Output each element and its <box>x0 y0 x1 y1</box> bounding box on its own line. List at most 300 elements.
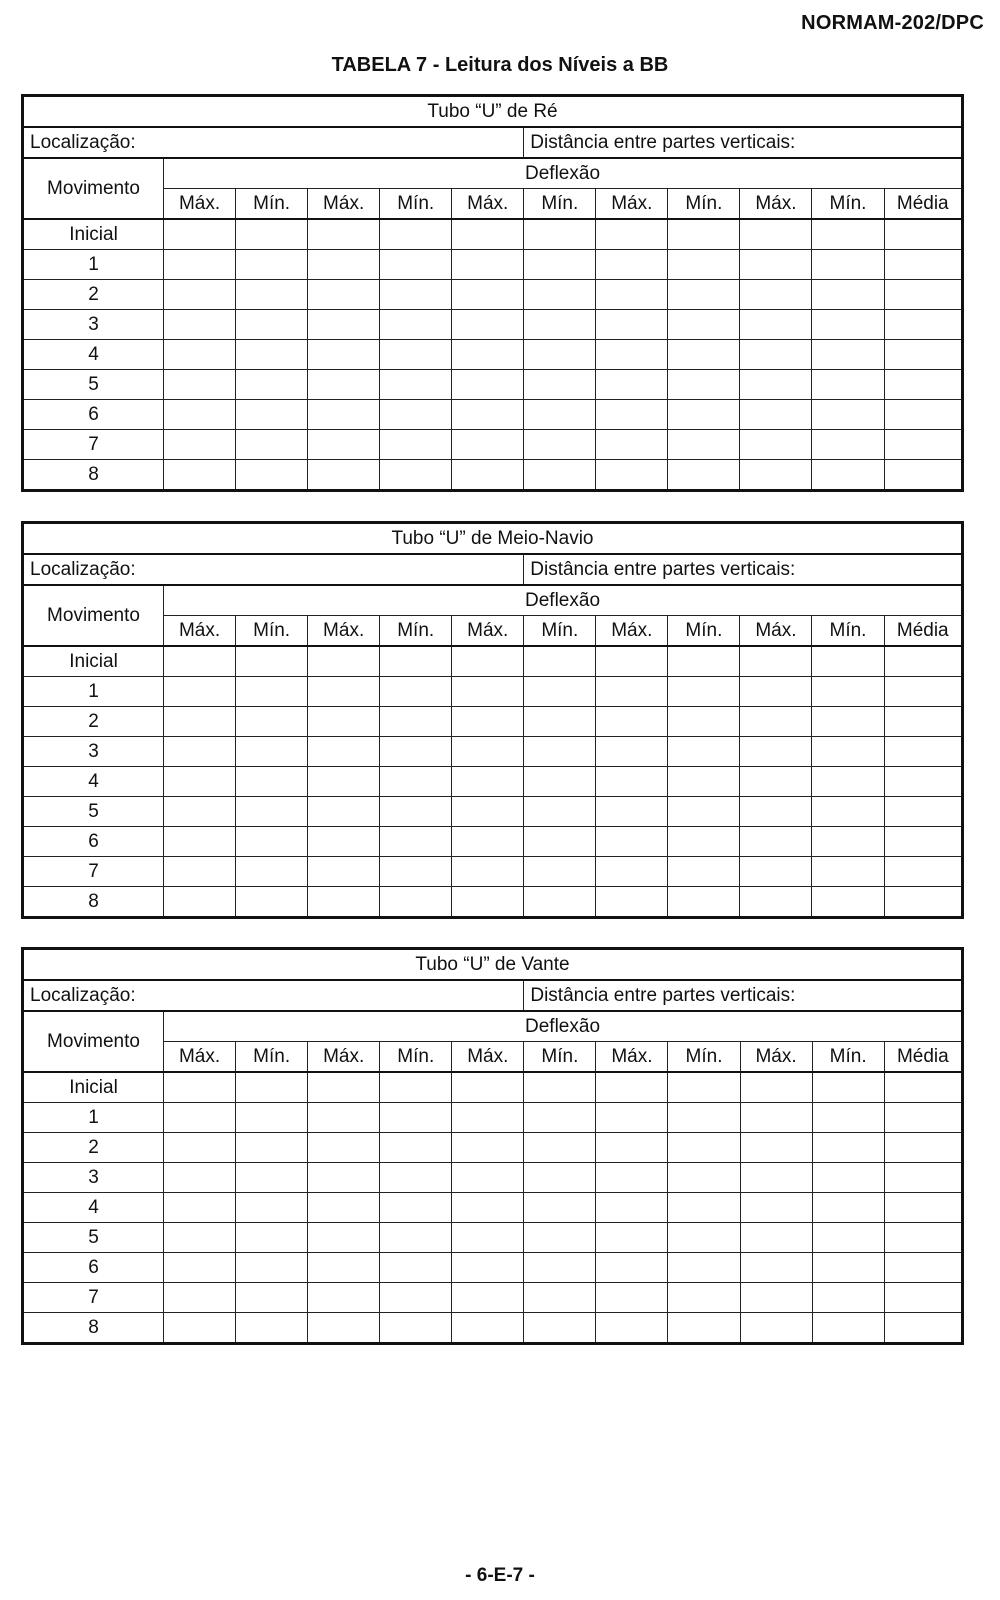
entry-cell[interactable] <box>308 1253 380 1283</box>
entry-cell[interactable] <box>740 646 812 677</box>
entry-cell[interactable] <box>884 460 963 491</box>
entry-cell[interactable] <box>812 1253 884 1283</box>
entry-cell[interactable] <box>236 677 308 707</box>
entry-cell[interactable] <box>380 400 452 430</box>
entry-cell[interactable] <box>452 400 524 430</box>
entry-cell[interactable] <box>164 430 236 460</box>
entry-cell[interactable] <box>308 887 380 918</box>
entry-cell[interactable] <box>452 707 524 737</box>
entry-cell[interactable] <box>668 1133 740 1163</box>
entry-cell[interactable] <box>740 370 812 400</box>
entry-cell[interactable] <box>812 1072 884 1103</box>
entry-cell[interactable] <box>164 1103 236 1133</box>
entry-cell[interactable] <box>668 219 740 250</box>
entry-cell[interactable] <box>812 460 884 491</box>
entry-cell[interactable] <box>164 1072 236 1103</box>
entry-cell[interactable] <box>884 1253 962 1283</box>
entry-cell[interactable] <box>236 887 308 918</box>
entry-cell[interactable] <box>668 737 740 767</box>
entry-cell[interactable] <box>884 400 963 430</box>
entry-cell[interactable] <box>668 646 740 677</box>
entry-cell[interactable] <box>380 887 452 918</box>
entry-cell[interactable] <box>164 250 236 280</box>
entry-cell[interactable] <box>668 1103 740 1133</box>
entry-cell[interactable] <box>308 1223 380 1253</box>
entry-cell[interactable] <box>308 707 380 737</box>
entry-cell[interactable] <box>164 280 236 310</box>
entry-cell[interactable] <box>596 310 668 340</box>
entry-cell[interactable] <box>812 707 884 737</box>
entry-cell[interactable] <box>884 250 963 280</box>
entry-cell[interactable] <box>380 340 452 370</box>
entry-cell[interactable] <box>884 1193 962 1223</box>
entry-cell[interactable] <box>452 370 524 400</box>
entry-cell[interactable] <box>452 280 524 310</box>
entry-cell[interactable] <box>380 1253 452 1283</box>
entry-cell[interactable] <box>596 430 668 460</box>
entry-cell[interactable] <box>524 1253 596 1283</box>
entry-cell[interactable] <box>596 460 668 491</box>
entry-cell[interactable] <box>524 310 596 340</box>
entry-cell[interactable] <box>812 400 884 430</box>
entry-cell[interactable] <box>308 827 380 857</box>
entry-cell[interactable] <box>812 310 884 340</box>
entry-cell[interactable] <box>236 340 308 370</box>
entry-cell[interactable] <box>596 887 668 918</box>
entry-cell[interactable] <box>164 1193 236 1223</box>
entry-cell[interactable] <box>884 280 963 310</box>
entry-cell[interactable] <box>524 370 596 400</box>
entry-cell[interactable] <box>236 707 308 737</box>
entry-cell[interactable] <box>524 887 596 918</box>
entry-cell[interactable] <box>164 646 236 677</box>
entry-cell[interactable] <box>668 767 740 797</box>
entry-cell[interactable] <box>380 1103 452 1133</box>
entry-cell[interactable] <box>668 370 740 400</box>
entry-cell[interactable] <box>380 430 452 460</box>
entry-cell[interactable] <box>596 280 668 310</box>
location-field[interactable]: Localização: <box>23 980 524 1011</box>
entry-cell[interactable] <box>164 857 236 887</box>
entry-cell[interactable] <box>884 1103 962 1133</box>
entry-cell[interactable] <box>236 370 308 400</box>
entry-cell[interactable] <box>236 827 308 857</box>
entry-cell[interactable] <box>308 767 380 797</box>
entry-cell[interactable] <box>380 219 452 250</box>
entry-cell[interactable] <box>812 1103 884 1133</box>
entry-cell[interactable] <box>452 887 524 918</box>
entry-cell[interactable] <box>380 1283 452 1313</box>
entry-cell[interactable] <box>452 1193 524 1223</box>
entry-cell[interactable] <box>308 400 380 430</box>
entry-cell[interactable] <box>668 430 740 460</box>
entry-cell[interactable] <box>596 1072 668 1103</box>
entry-cell[interactable] <box>668 1072 740 1103</box>
entry-cell[interactable] <box>164 1313 236 1344</box>
entry-cell[interactable] <box>164 460 236 491</box>
entry-cell[interactable] <box>236 1223 308 1253</box>
entry-cell[interactable] <box>740 737 812 767</box>
entry-cell[interactable] <box>668 250 740 280</box>
entry-cell[interactable] <box>884 1072 962 1103</box>
entry-cell[interactable] <box>380 1193 452 1223</box>
entry-cell[interactable] <box>668 827 740 857</box>
entry-cell[interactable] <box>596 646 668 677</box>
entry-cell[interactable] <box>452 219 524 250</box>
entry-cell[interactable] <box>524 1283 596 1313</box>
entry-cell[interactable] <box>236 1072 308 1103</box>
entry-cell[interactable] <box>668 340 740 370</box>
entry-cell[interactable] <box>884 1313 962 1344</box>
entry-cell[interactable] <box>740 1253 812 1283</box>
entry-cell[interactable] <box>812 370 884 400</box>
entry-cell[interactable] <box>380 1163 452 1193</box>
entry-cell[interactable] <box>524 1163 596 1193</box>
entry-cell[interactable] <box>812 250 884 280</box>
entry-cell[interactable] <box>308 280 380 310</box>
entry-cell[interactable] <box>308 430 380 460</box>
entry-cell[interactable] <box>884 1283 962 1313</box>
entry-cell[interactable] <box>308 219 380 250</box>
entry-cell[interactable] <box>236 430 308 460</box>
entry-cell[interactable] <box>740 887 812 918</box>
entry-cell[interactable] <box>812 1193 884 1223</box>
entry-cell[interactable] <box>236 310 308 340</box>
entry-cell[interactable] <box>524 677 596 707</box>
entry-cell[interactable] <box>164 767 236 797</box>
entry-cell[interactable] <box>596 1163 668 1193</box>
entry-cell[interactable] <box>308 1072 380 1103</box>
entry-cell[interactable] <box>740 400 812 430</box>
entry-cell[interactable] <box>308 1193 380 1223</box>
entry-cell[interactable] <box>884 1163 962 1193</box>
entry-cell[interactable] <box>524 1133 596 1163</box>
entry-cell[interactable] <box>236 280 308 310</box>
entry-cell[interactable] <box>308 250 380 280</box>
entry-cell[interactable] <box>524 1223 596 1253</box>
distance-field[interactable]: Distância entre partes verticais: <box>524 554 963 585</box>
entry-cell[interactable] <box>380 250 452 280</box>
entry-cell[interactable] <box>380 797 452 827</box>
entry-cell[interactable] <box>812 646 884 677</box>
entry-cell[interactable] <box>740 219 812 250</box>
entry-cell[interactable] <box>884 310 963 340</box>
entry-cell[interactable] <box>524 646 596 677</box>
entry-cell[interactable] <box>524 340 596 370</box>
entry-cell[interactable] <box>380 737 452 767</box>
entry-cell[interactable] <box>524 280 596 310</box>
entry-cell[interactable] <box>668 1163 740 1193</box>
entry-cell[interactable] <box>164 887 236 918</box>
entry-cell[interactable] <box>596 857 668 887</box>
entry-cell[interactable] <box>164 1223 236 1253</box>
entry-cell[interactable] <box>380 1133 452 1163</box>
entry-cell[interactable] <box>452 1253 524 1283</box>
distance-field[interactable]: Distância entre partes verticais: <box>524 980 963 1011</box>
entry-cell[interactable] <box>524 250 596 280</box>
entry-cell[interactable] <box>236 1103 308 1133</box>
entry-cell[interactable] <box>884 646 963 677</box>
entry-cell[interactable] <box>164 340 236 370</box>
entry-cell[interactable] <box>524 797 596 827</box>
entry-cell[interactable] <box>308 1283 380 1313</box>
entry-cell[interactable] <box>308 1313 380 1344</box>
entry-cell[interactable] <box>236 646 308 677</box>
entry-cell[interactable] <box>164 1133 236 1163</box>
entry-cell[interactable] <box>740 250 812 280</box>
entry-cell[interactable] <box>380 677 452 707</box>
entry-cell[interactable] <box>884 1133 962 1163</box>
entry-cell[interactable] <box>524 1193 596 1223</box>
entry-cell[interactable] <box>236 250 308 280</box>
entry-cell[interactable] <box>740 677 812 707</box>
entry-cell[interactable] <box>668 1223 740 1253</box>
entry-cell[interactable] <box>884 827 963 857</box>
entry-cell[interactable] <box>164 1283 236 1313</box>
entry-cell[interactable] <box>380 767 452 797</box>
entry-cell[interactable] <box>236 1283 308 1313</box>
entry-cell[interactable] <box>884 737 963 767</box>
entry-cell[interactable] <box>236 400 308 430</box>
entry-cell[interactable] <box>812 857 884 887</box>
entry-cell[interactable] <box>164 707 236 737</box>
location-field[interactable]: Localização: <box>23 554 524 585</box>
entry-cell[interactable] <box>884 857 963 887</box>
entry-cell[interactable] <box>452 460 524 491</box>
entry-cell[interactable] <box>164 219 236 250</box>
entry-cell[interactable] <box>308 737 380 767</box>
entry-cell[interactable] <box>452 1283 524 1313</box>
entry-cell[interactable] <box>740 340 812 370</box>
entry-cell[interactable] <box>668 1193 740 1223</box>
entry-cell[interactable] <box>236 797 308 827</box>
entry-cell[interactable] <box>812 340 884 370</box>
entry-cell[interactable] <box>812 737 884 767</box>
entry-cell[interactable] <box>596 737 668 767</box>
entry-cell[interactable] <box>164 1253 236 1283</box>
entry-cell[interactable] <box>236 1253 308 1283</box>
entry-cell[interactable] <box>380 1313 452 1344</box>
entry-cell[interactable] <box>740 430 812 460</box>
location-field[interactable]: Localização: <box>23 127 524 158</box>
entry-cell[interactable] <box>884 707 963 737</box>
entry-cell[interactable] <box>452 737 524 767</box>
entry-cell[interactable] <box>812 219 884 250</box>
entry-cell[interactable] <box>884 767 963 797</box>
entry-cell[interactable] <box>236 1133 308 1163</box>
entry-cell[interactable] <box>380 827 452 857</box>
entry-cell[interactable] <box>452 250 524 280</box>
entry-cell[interactable] <box>452 340 524 370</box>
entry-cell[interactable] <box>308 310 380 340</box>
entry-cell[interactable] <box>668 460 740 491</box>
entry-cell[interactable] <box>596 340 668 370</box>
entry-cell[interactable] <box>308 1163 380 1193</box>
entry-cell[interactable] <box>236 857 308 887</box>
entry-cell[interactable] <box>668 310 740 340</box>
entry-cell[interactable] <box>452 646 524 677</box>
entry-cell[interactable] <box>668 887 740 918</box>
entry-cell[interactable] <box>308 677 380 707</box>
entry-cell[interactable] <box>884 219 963 250</box>
entry-cell[interactable] <box>740 310 812 340</box>
entry-cell[interactable] <box>812 887 884 918</box>
entry-cell[interactable] <box>668 707 740 737</box>
entry-cell[interactable] <box>740 280 812 310</box>
entry-cell[interactable] <box>524 1313 596 1344</box>
distance-field[interactable]: Distância entre partes verticais: <box>524 127 963 158</box>
entry-cell[interactable] <box>596 1223 668 1253</box>
entry-cell[interactable] <box>308 1103 380 1133</box>
entry-cell[interactable] <box>740 460 812 491</box>
entry-cell[interactable] <box>884 370 963 400</box>
entry-cell[interactable] <box>596 250 668 280</box>
entry-cell[interactable] <box>740 767 812 797</box>
entry-cell[interactable] <box>812 797 884 827</box>
entry-cell[interactable] <box>668 400 740 430</box>
entry-cell[interactable] <box>596 1313 668 1344</box>
entry-cell[interactable] <box>740 1163 812 1193</box>
entry-cell[interactable] <box>740 1313 812 1344</box>
entry-cell[interactable] <box>884 677 963 707</box>
entry-cell[interactable] <box>308 797 380 827</box>
entry-cell[interactable] <box>380 1072 452 1103</box>
entry-cell[interactable] <box>740 1223 812 1253</box>
entry-cell[interactable] <box>524 827 596 857</box>
entry-cell[interactable] <box>596 219 668 250</box>
entry-cell[interactable] <box>812 1133 884 1163</box>
entry-cell[interactable] <box>452 430 524 460</box>
entry-cell[interactable] <box>452 1103 524 1133</box>
entry-cell[interactable] <box>812 767 884 797</box>
entry-cell[interactable] <box>524 767 596 797</box>
entry-cell[interactable] <box>452 797 524 827</box>
entry-cell[interactable] <box>668 797 740 827</box>
entry-cell[interactable] <box>380 370 452 400</box>
entry-cell[interactable] <box>236 1163 308 1193</box>
entry-cell[interactable] <box>740 1103 812 1133</box>
entry-cell[interactable] <box>164 370 236 400</box>
entry-cell[interactable] <box>236 219 308 250</box>
entry-cell[interactable] <box>668 857 740 887</box>
entry-cell[interactable] <box>812 827 884 857</box>
entry-cell[interactable] <box>596 827 668 857</box>
entry-cell[interactable] <box>452 1133 524 1163</box>
entry-cell[interactable] <box>452 1072 524 1103</box>
entry-cell[interactable] <box>884 430 963 460</box>
entry-cell[interactable] <box>380 857 452 887</box>
entry-cell[interactable] <box>740 827 812 857</box>
entry-cell[interactable] <box>596 707 668 737</box>
entry-cell[interactable] <box>236 1313 308 1344</box>
entry-cell[interactable] <box>740 1193 812 1223</box>
entry-cell[interactable] <box>380 1223 452 1253</box>
entry-cell[interactable] <box>740 857 812 887</box>
entry-cell[interactable] <box>596 1103 668 1133</box>
entry-cell[interactable] <box>308 857 380 887</box>
entry-cell[interactable] <box>596 370 668 400</box>
entry-cell[interactable] <box>812 1283 884 1313</box>
entry-cell[interactable] <box>524 1072 596 1103</box>
entry-cell[interactable] <box>308 340 380 370</box>
entry-cell[interactable] <box>740 797 812 827</box>
entry-cell[interactable] <box>668 677 740 707</box>
entry-cell[interactable] <box>740 1072 812 1103</box>
entry-cell[interactable] <box>452 677 524 707</box>
entry-cell[interactable] <box>236 1193 308 1223</box>
entry-cell[interactable] <box>668 1253 740 1283</box>
entry-cell[interactable] <box>740 1133 812 1163</box>
entry-cell[interactable] <box>524 1103 596 1133</box>
entry-cell[interactable] <box>164 797 236 827</box>
entry-cell[interactable] <box>524 430 596 460</box>
entry-cell[interactable] <box>308 460 380 491</box>
entry-cell[interactable] <box>596 400 668 430</box>
entry-cell[interactable] <box>236 767 308 797</box>
entry-cell[interactable] <box>812 677 884 707</box>
entry-cell[interactable] <box>596 677 668 707</box>
entry-cell[interactable] <box>380 646 452 677</box>
entry-cell[interactable] <box>740 707 812 737</box>
entry-cell[interactable] <box>452 1223 524 1253</box>
entry-cell[interactable] <box>308 1133 380 1163</box>
entry-cell[interactable] <box>380 280 452 310</box>
entry-cell[interactable] <box>380 707 452 737</box>
entry-cell[interactable] <box>452 1313 524 1344</box>
entry-cell[interactable] <box>884 340 963 370</box>
entry-cell[interactable] <box>524 857 596 887</box>
entry-cell[interactable] <box>596 797 668 827</box>
entry-cell[interactable] <box>452 310 524 340</box>
entry-cell[interactable] <box>164 1163 236 1193</box>
entry-cell[interactable] <box>452 1163 524 1193</box>
entry-cell[interactable] <box>596 767 668 797</box>
entry-cell[interactable] <box>164 400 236 430</box>
entry-cell[interactable] <box>308 370 380 400</box>
entry-cell[interactable] <box>812 1223 884 1253</box>
entry-cell[interactable] <box>524 707 596 737</box>
entry-cell[interactable] <box>452 767 524 797</box>
entry-cell[interactable] <box>164 737 236 767</box>
entry-cell[interactable] <box>884 1223 962 1253</box>
entry-cell[interactable] <box>524 460 596 491</box>
entry-cell[interactable] <box>236 737 308 767</box>
entry-cell[interactable] <box>812 430 884 460</box>
entry-cell[interactable] <box>596 1283 668 1313</box>
entry-cell[interactable] <box>380 460 452 491</box>
entry-cell[interactable] <box>164 827 236 857</box>
entry-cell[interactable] <box>812 1313 884 1344</box>
entry-cell[interactable] <box>884 887 963 918</box>
entry-cell[interactable] <box>380 310 452 340</box>
entry-cell[interactable] <box>812 280 884 310</box>
entry-cell[interactable] <box>596 1133 668 1163</box>
entry-cell[interactable] <box>308 646 380 677</box>
entry-cell[interactable] <box>164 677 236 707</box>
entry-cell[interactable] <box>452 857 524 887</box>
entry-cell[interactable] <box>596 1193 668 1223</box>
entry-cell[interactable] <box>524 737 596 767</box>
entry-cell[interactable] <box>524 219 596 250</box>
entry-cell[interactable] <box>668 1283 740 1313</box>
entry-cell[interactable] <box>668 1313 740 1344</box>
entry-cell[interactable] <box>812 1163 884 1193</box>
entry-cell[interactable] <box>452 827 524 857</box>
entry-cell[interactable] <box>164 310 236 340</box>
entry-cell[interactable] <box>596 1253 668 1283</box>
entry-cell[interactable] <box>668 280 740 310</box>
entry-cell[interactable] <box>236 460 308 491</box>
